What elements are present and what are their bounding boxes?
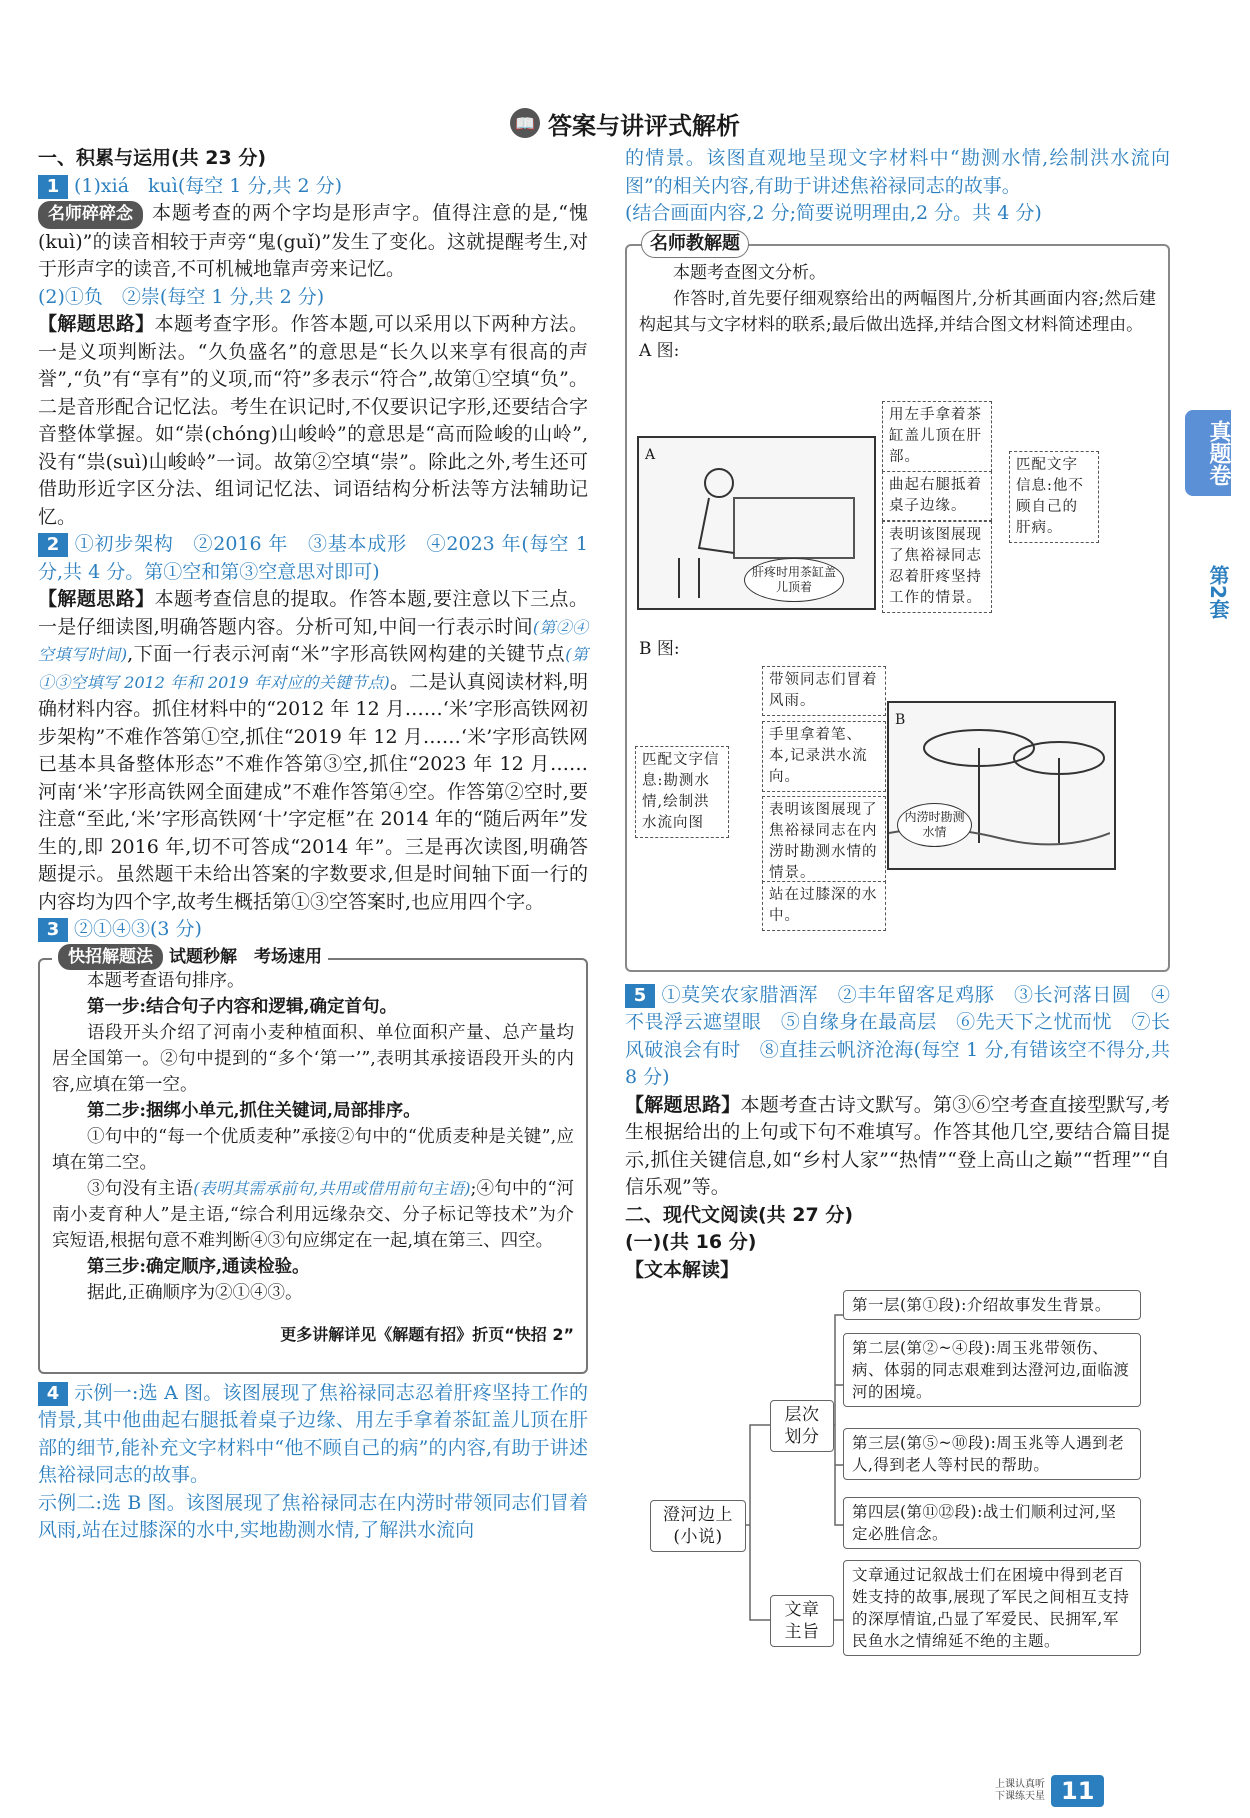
fig-b-note-4: 站在过膝深的水中。 <box>762 881 886 931</box>
figure-b-bubble: 内涝时勘测水情 <box>897 803 972 847</box>
tree-layer-4: 第四层(第⑪⑫段):战士们顺利过河,坚定必胜信念。 <box>843 1497 1141 1549</box>
question-number: 3 <box>38 918 68 942</box>
q2-think: 【解题思路】本题考查信息的提取。作答本题,要注意以下三点。一是仔细读图,明确答题内容。分析可知,中间一行表示时间(第②④空填写时间),下面一行表示河南“米”字形高铁网构建的关键节点(第①③空填写 2012 年和 2019 年对应的关键节点)。二是认真阅读材料,明确材料内容。抓住材料中的“2012 年 12 月……‘米’字形高铁网初步架构”不难作答第①空,抓住“2019 年 12 月……‘米’字形高铁网已基本具备整体形态”不难作答第③空,抓住“2023 年 12 月……河南‘米’字形高铁网全面建成”不难作答第④空。作答第②空时,要注意“至此,‘米’字形高铁网‘十’字定框”在 2014 年的“随后两年”发生的,即 2016 年,切不可答成“2014 年”。三是再次读图,明确答题提示。虽然题干未给出答案的字数要求,但是时间轴下面一行的内容均为四个字,故考生概括第①③空答案时,也应用四个字。 <box>38 588 588 913</box>
tree-root: 澄河边上 (小说) <box>650 1500 746 1552</box>
q1-answer-2: (2)①负 ②崇(每空 1 分,共 2 分) <box>38 285 325 308</box>
fig-b-match: 匹配文字信息:勘测水情,绘制洪水流向图 <box>635 746 729 838</box>
tree-branch-theme: 文章主旨 <box>770 1595 834 1647</box>
tree-branch-layers: 层次划分 <box>770 1400 834 1452</box>
tree-layer-1: 第一层(第①段):介绍故事发生背景。 <box>843 1290 1141 1320</box>
page-title <box>480 100 770 146</box>
quick-method-header: 快招解题法 试题秒解 考场速用 <box>52 944 328 970</box>
tree-theme: 文章通过记叙战士们在困境中得到老百姓支持的故事,展现了军民之间相互支持的深厚情谊,凸显了军爱民、民拥军,军民鱼水之情绵延不绝的主题。 <box>843 1560 1141 1656</box>
q5-think: 【解题思路】本题考查古诗文默写。第③⑥空考查直接型默写,考生根据给出的上句或下句不难填写。作答其他几空,要结合篇目提示,抓住关键信息,如“乡村人家”“热情”“登上高山之巅”“哲理”“自信乐观”等。 <box>625 1093 1170 1198</box>
teacher-box: 名师教解题 本题考查图文分析。 作答时,首先要仔细观察给出的两幅图片,分析其画面内容;然后建构起其与文字材料的联系;最后做出选择,并结合图文材料简述理由。 A 图: A 肝疼时用茶缸盖儿顶着 用左手拿着茶缸盖儿顶在肝部。 曲起右腿抵着桌子边缘。 表明该图展现了焦裕禄同志忍着肝疼坚持工作的情景。 匹配文字信息:他不顾自己的肝病。 B 图: 带领同志们冒着风雨。 手里拿着笔、本,记录洪水流向。 表明该图展现了焦裕禄同志在内涝时勘测水情的情景。 站在过膝深的水中。 匹配文字信息:勘测水情,绘制洪水流向图 B 内涝时勘测水情 <box>625 244 1170 972</box>
q4-score: (结合画面内容,2 分;简要说明理由,2 分。共 4 分) <box>625 202 1042 224</box>
q2-answer: 2 ①初步架构 ②2016 年 ③基本成形 ④2023 年(每空 1 分,共 4 分。第①空和第③空意思对即可) <box>38 533 588 583</box>
fig-b-label: B 图: <box>639 638 680 659</box>
q3-answer: 3 ②①④③(3 分) <box>38 916 588 944</box>
fig-a-note-1: 用左手拿着茶缸盖儿顶在肝部。 <box>882 401 992 472</box>
question-number: 4 <box>38 1382 68 1406</box>
right-column <box>625 145 1170 1284</box>
q1-note: 名师碎碎念 本题考查的两个字均是形声字。值得注意的是,“愧(kuì)”的读音相较于声旁“鬼(guǐ)”发生了变化。这就提醒考生,对于形声字的读音,不可机械地靠声旁来记忆。 <box>38 202 588 280</box>
side-tab-exam[interactable]: 真题卷 <box>1185 410 1231 496</box>
q4-example-1: 4 示例一:选 A 图。该图展现了焦裕禄同志忍着肝疼坚持工作的情景,其中他曲起右腿抵着桌子边缘、用左手拿着茶缸盖儿顶在肝部的细节,能补充文字材料中“他不顾自己的病”的内容,有助于讲述焦裕禄同志的故事。 <box>38 1381 588 1486</box>
tree-layer-2: 第二层(第②~④段):周玉兆带领伤、病、体弱的同志艰难到达澄河边,面临渡河的困境。 <box>843 1333 1141 1407</box>
q4-example-2: 示例二:选 B 图。该图展现了焦裕禄同志在内涝时带领同志们冒着风雨,站在过膝深的水中,实地勘测水情,了解洪水流向 <box>38 1491 588 1541</box>
fig-a-label: A 图: <box>639 340 680 361</box>
book-icon: 📖 <box>510 108 540 138</box>
question-number: 2 <box>38 533 68 557</box>
fig-a-note-3: 表明该图展现了焦裕禄同志忍着肝疼坚持工作的情景。 <box>882 521 992 613</box>
q5-answer: 5 ①莫笑农家腊酒浑 ②丰年留客足鸡豚 ③长河落日圆 ④不畏浮云遮望眼 ⑤自缘身在最高层 ⑥先天下之忧而忧 ⑦长风破浪会有时 ⑧直挂云帆济沧海(每空 1 分,有错该空不得分,共 8 分) <box>625 983 1170 1088</box>
tree-layer-3: 第三层(第⑤~⑩段):周玉兆等人遇到老人,得到老人等村民的帮助。 <box>843 1428 1141 1480</box>
figure-a-illustration: A 肝疼时用茶缸盖儿顶着 <box>637 436 876 610</box>
figure-a-bubble: 肝疼时用茶缸盖儿顶着 <box>744 558 844 602</box>
q1-think: 【解题思路】本题考查字形。作答本题,可以采用以下两种方法。一是义项判断法。“久负盛名”的意思是“长久以来享有很高的声誉”,“负”有“享有”的义项,而“符”多表示“符合”,故第①空填“负”。二是音形配合记忆法。考生在识记时,不仅要识记字形,还要结合字音整体掌握。如“崇(chóng)山峻岭”的意思是“高而险峻的山岭”,没有“祟(suì)山峻岭”一词。故第②空填“崇”。除此之外,考生还可借助形近字区分法、组词记忆法、词语结构分析法等方法辅助记忆。 <box>38 313 588 528</box>
quick-method-box: 快招解题法 试题秒解 考场速用 本题考查语句排序。 第一步:结合句子内容和逻辑,确定首句。 语段开头介绍了河南小麦种植面积、单位面积产量、总产量均居全国第一。②句中提到的“多个‘第一’”,表明其承接语段开头的内容,应填在第一空。 第二步:捆绑小单元,抓住关键词,局部排序。 ①句中的“每一个优质麦种”承接②句中的“优质麦种是关键”,应填在第二空。 ③句没有主语(表明其需承前句,共用或借用前句主语);④句中的“河南小麦育种人”是主语,“综合利用远缘杂交、分子标记等技术”为介宾短语,根据句意不难判断④③句应绑定在一起,填在第三、四空。 第三步:确定顺序,通读检验。 据此,正确顺序为②①④③。 更多讲解详见《解题有招》折页“快招 2” <box>38 958 588 1374</box>
title-text: 答案与讲评式解析 <box>548 111 740 140</box>
more-link[interactable]: 更多讲解详见《解题有招》折页“快招 2” <box>280 1324 574 1344</box>
page-number: 11 <box>1051 1775 1104 1807</box>
fig-a-match: 匹配文字信息:他不顾自己的肝病。 <box>1009 451 1099 543</box>
fig-b-note-2: 手里拿着笔、本,记录洪水流向。 <box>762 721 886 792</box>
q4-continued: 的情景。该图直观地呈现文字材料中“勘测水情,绘制洪水流向图”的相关内容,有助于讲述焦裕禄同志的故事。 <box>625 147 1170 197</box>
subsection-title: (一)(共 16 分) <box>625 1231 757 1253</box>
text-analysis-label: 【文本解读】 <box>625 1258 740 1281</box>
question-number: 5 <box>625 984 655 1008</box>
fig-b-note-1: 带领同志们冒着风雨。 <box>762 666 886 716</box>
section-2-title: 二、现代文阅读(共 27 分) <box>625 1203 854 1226</box>
side-tab-set: 第2套 <box>1206 565 1230 619</box>
fig-a-note-2: 曲起右腿抵着桌子边缘。 <box>882 471 992 521</box>
teacher-box-header: 名师教解题 <box>641 230 749 258</box>
q1-answer: 1 (1)xiá kuì(每空 1 分,共 2 分) <box>38 173 588 201</box>
fig-b-note-3: 表明该图展现了焦裕禄同志在内涝时勘测水情的情景。 <box>762 796 886 888</box>
figure-b-illustration: B 内涝时勘测水情 <box>887 701 1116 870</box>
section-title: 一、积累与运用(共 23 分) <box>38 147 267 169</box>
footer-slogan: 上课认真听 下课练天星 <box>995 1779 1045 1802</box>
question-number: 1 <box>38 175 68 199</box>
footer <box>995 1775 1104 1807</box>
note-tag: 名师碎碎念 <box>38 201 143 229</box>
left-column <box>38 145 588 1545</box>
